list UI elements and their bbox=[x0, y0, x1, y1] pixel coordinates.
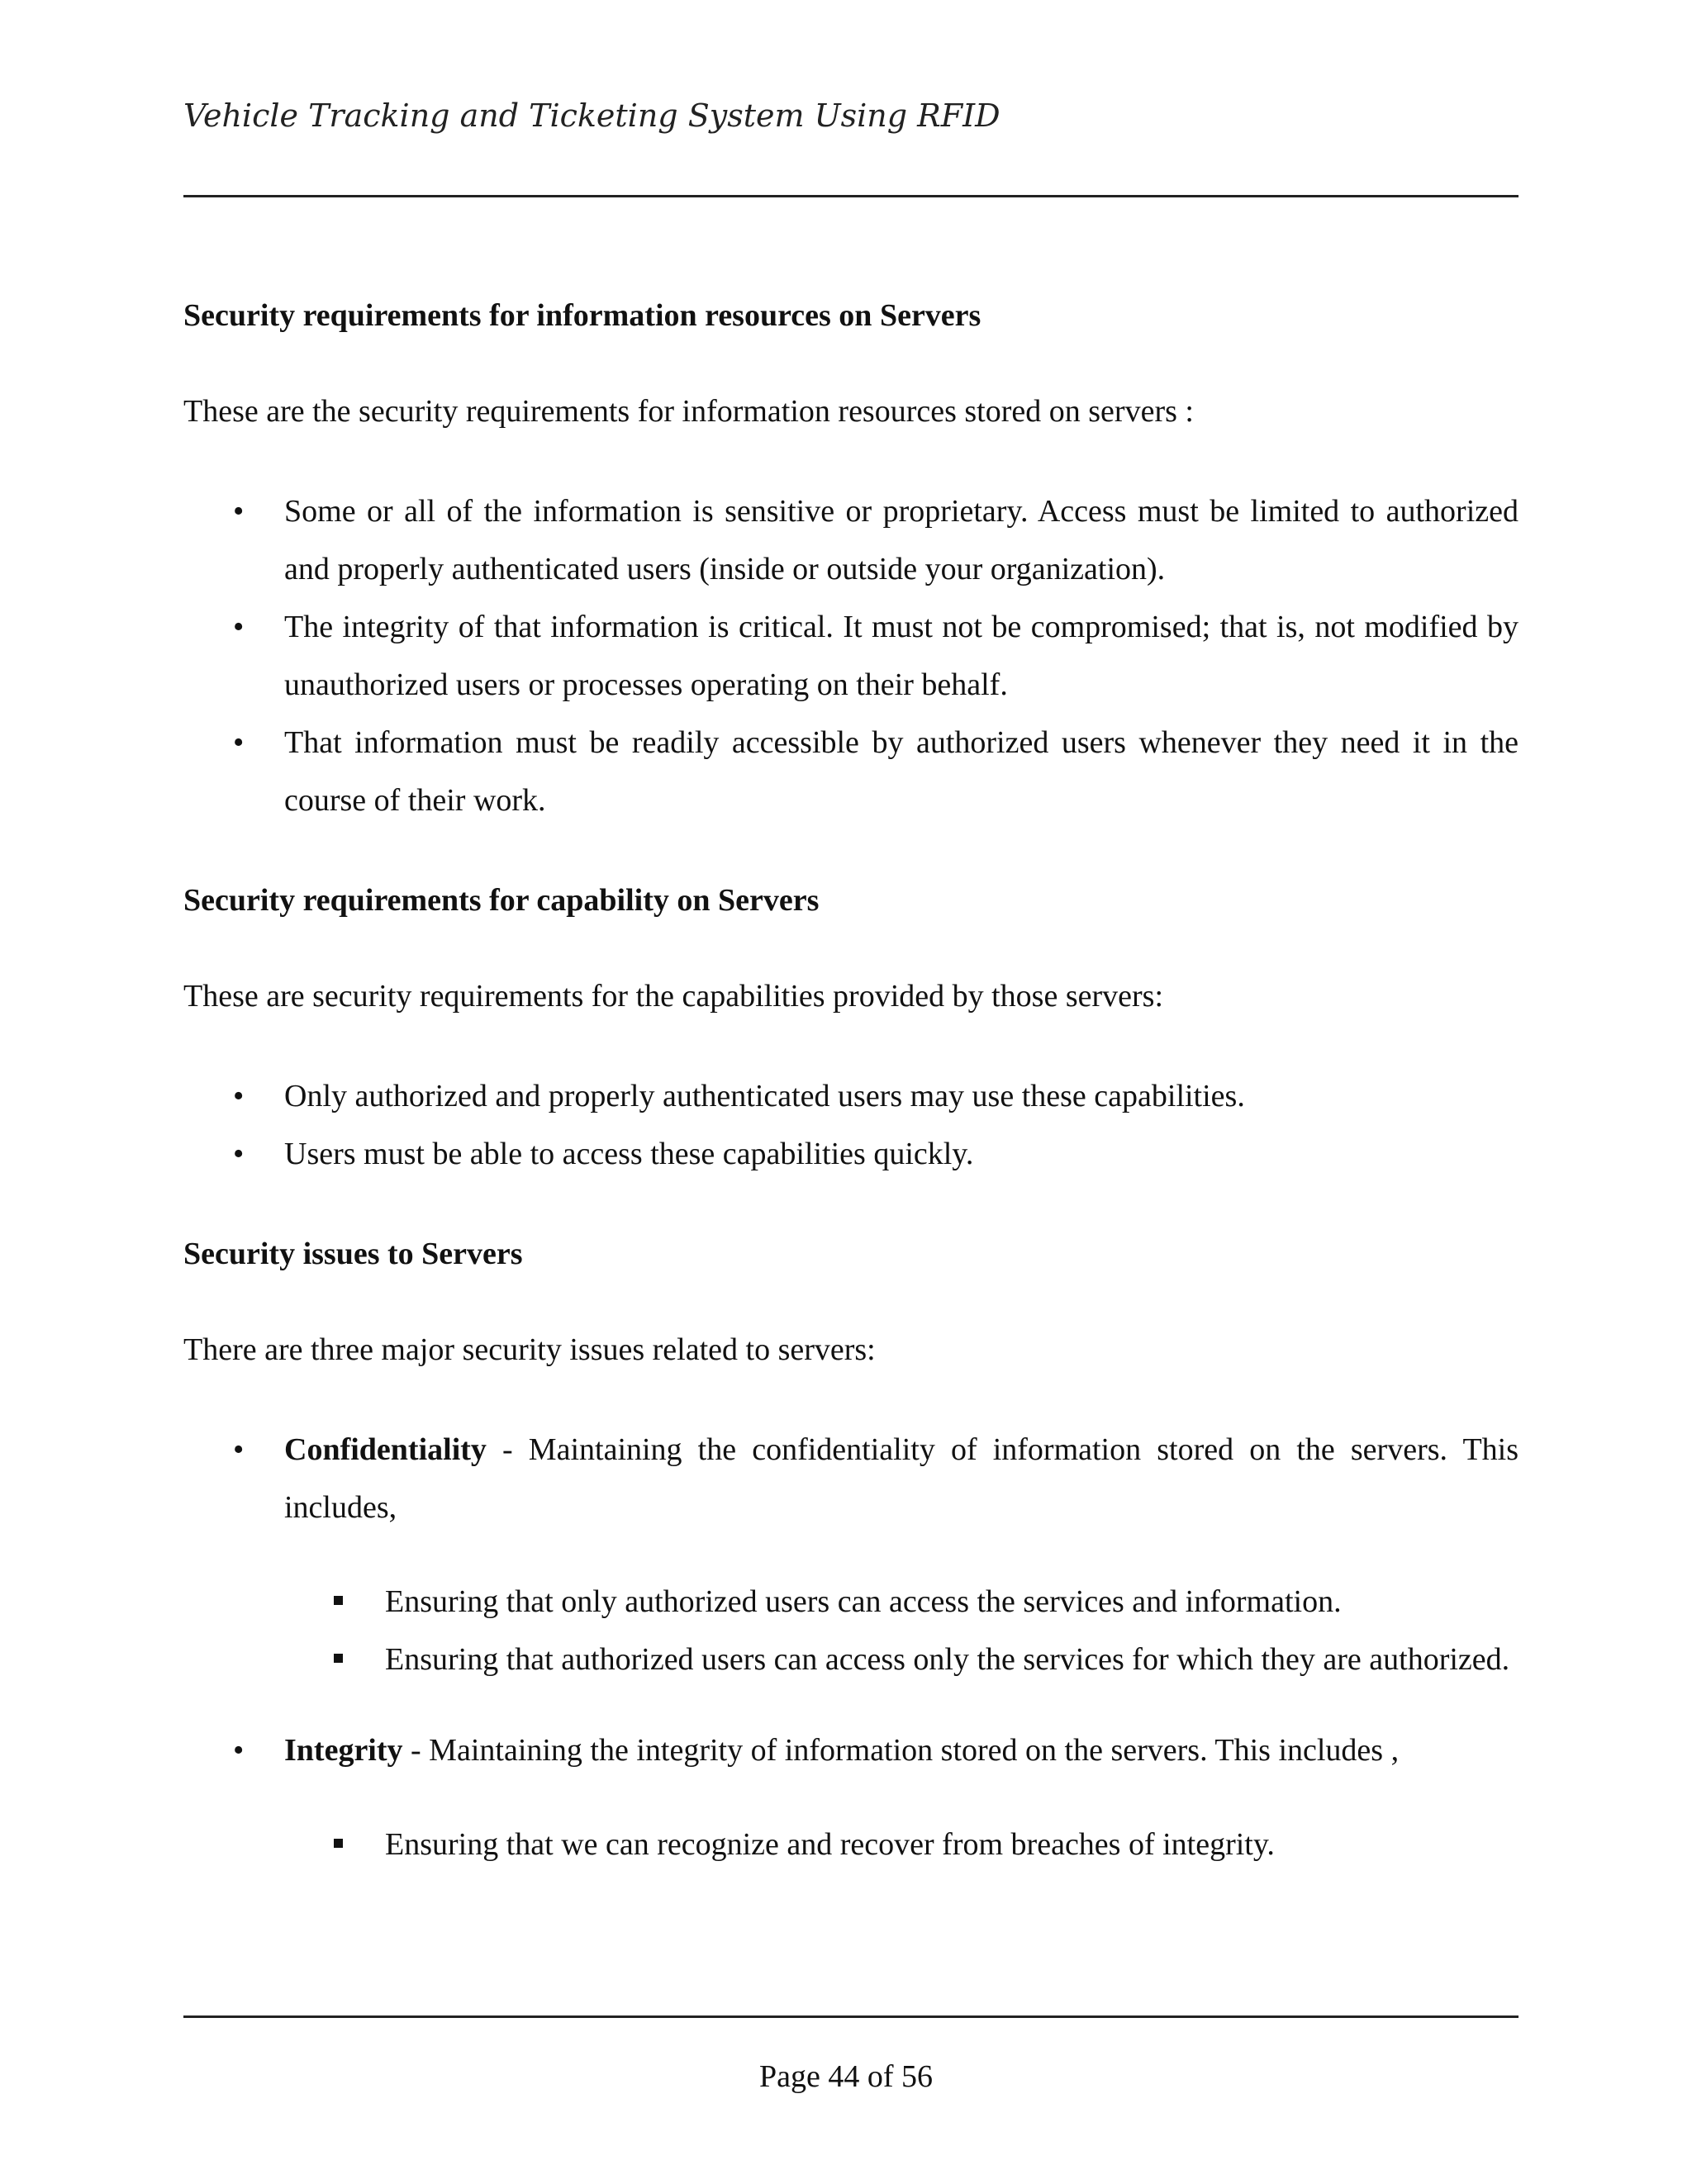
sub-item-text: Ensuring that we can recognize and recover from breaches of integrity. bbox=[385, 1827, 1275, 1862]
section-intro: There are three major security issues related to servers: bbox=[183, 1332, 876, 1367]
list-item-text: That information must be readily accessible by authorized users whenever they need it in the course of their work. bbox=[284, 725, 1519, 818]
running-header: Vehicle Tracking and Ticketing System Using RFID bbox=[183, 97, 1000, 134]
sub-item-text: Ensuring that only authorized users can access the services and information. bbox=[385, 1584, 1342, 1619]
list-item-text: Some or all of the information is sensitive or proprietary. Access must be limited to authorized and properly authenticated users (inside or outside your organization). bbox=[284, 494, 1519, 586]
issue-integrity bbox=[183, 1721, 1519, 1873]
bullet-icon: • bbox=[233, 1137, 245, 1171]
bullet-list bbox=[183, 1067, 1519, 1183]
list-item bbox=[183, 598, 1519, 714]
list-item-text: Users must be able to access these capabilities quickly. bbox=[284, 1137, 974, 1171]
list-item bbox=[183, 1125, 1519, 1183]
bullet-icon: • bbox=[233, 725, 245, 760]
section-intro: These are the security requirements for information resources stored on servers : bbox=[183, 394, 1194, 429]
list-item-text: The integrity of that information is critical. It must not be compromised; that is, not modified by unauthorized users or processes operating on their behalf. bbox=[284, 610, 1519, 702]
list-item bbox=[183, 1067, 1519, 1125]
section-capability bbox=[183, 876, 1519, 1183]
list-item-text: Only authorized and properly authenticated users may use these capabilities. bbox=[284, 1079, 1245, 1113]
list-item bbox=[183, 714, 1519, 829]
section-intro: These are security requirements for the capabilities provided by those servers: bbox=[183, 979, 1164, 1014]
page-number: Page 44 of 56 bbox=[758, 2059, 934, 2094]
section-info-resources bbox=[183, 291, 1519, 829]
sub-list-item bbox=[284, 1573, 1519, 1631]
section-security-issues bbox=[183, 1229, 1519, 1873]
bullet-icon: • bbox=[233, 1432, 245, 1467]
section-heading: Security issues to Servers bbox=[183, 1237, 523, 1271]
section-heading: Security requirements for information resources on Servers bbox=[183, 298, 981, 333]
square-bullet-icon bbox=[334, 1596, 343, 1605]
sub-list-item bbox=[284, 1816, 1519, 1873]
issue-confidentiality bbox=[183, 1421, 1519, 1688]
issue-list bbox=[183, 1421, 1519, 1873]
issue-text: - Maintaining the integrity of information stored on the servers. This includes , bbox=[402, 1733, 1400, 1768]
sub-list bbox=[284, 1816, 1519, 1873]
bullet-icon: • bbox=[233, 1733, 245, 1768]
sub-list-item bbox=[284, 1631, 1519, 1688]
section-heading: Security requirements for capability on Servers bbox=[183, 883, 820, 918]
page-content bbox=[183, 291, 1519, 1920]
issue-text: - Maintaining the confidentiality of information stored on the servers. This includes, bbox=[284, 1432, 1519, 1525]
issue-term: Integrity bbox=[284, 1733, 403, 1768]
footer-rule bbox=[183, 2015, 1519, 2018]
sub-item-text: Ensuring that authorized users can access only the services for which they are authorized. bbox=[385, 1642, 1510, 1677]
header-rule bbox=[183, 195, 1519, 197]
issue-term: Confidentiality bbox=[284, 1432, 487, 1467]
bullet-icon: • bbox=[233, 1079, 245, 1113]
square-bullet-icon bbox=[334, 1839, 343, 1848]
bullet-list bbox=[183, 482, 1519, 829]
bullet-icon: • bbox=[233, 494, 245, 529]
square-bullet-icon bbox=[334, 1654, 343, 1663]
list-item bbox=[183, 482, 1519, 598]
sub-list bbox=[284, 1573, 1519, 1688]
bullet-icon: • bbox=[233, 610, 245, 644]
